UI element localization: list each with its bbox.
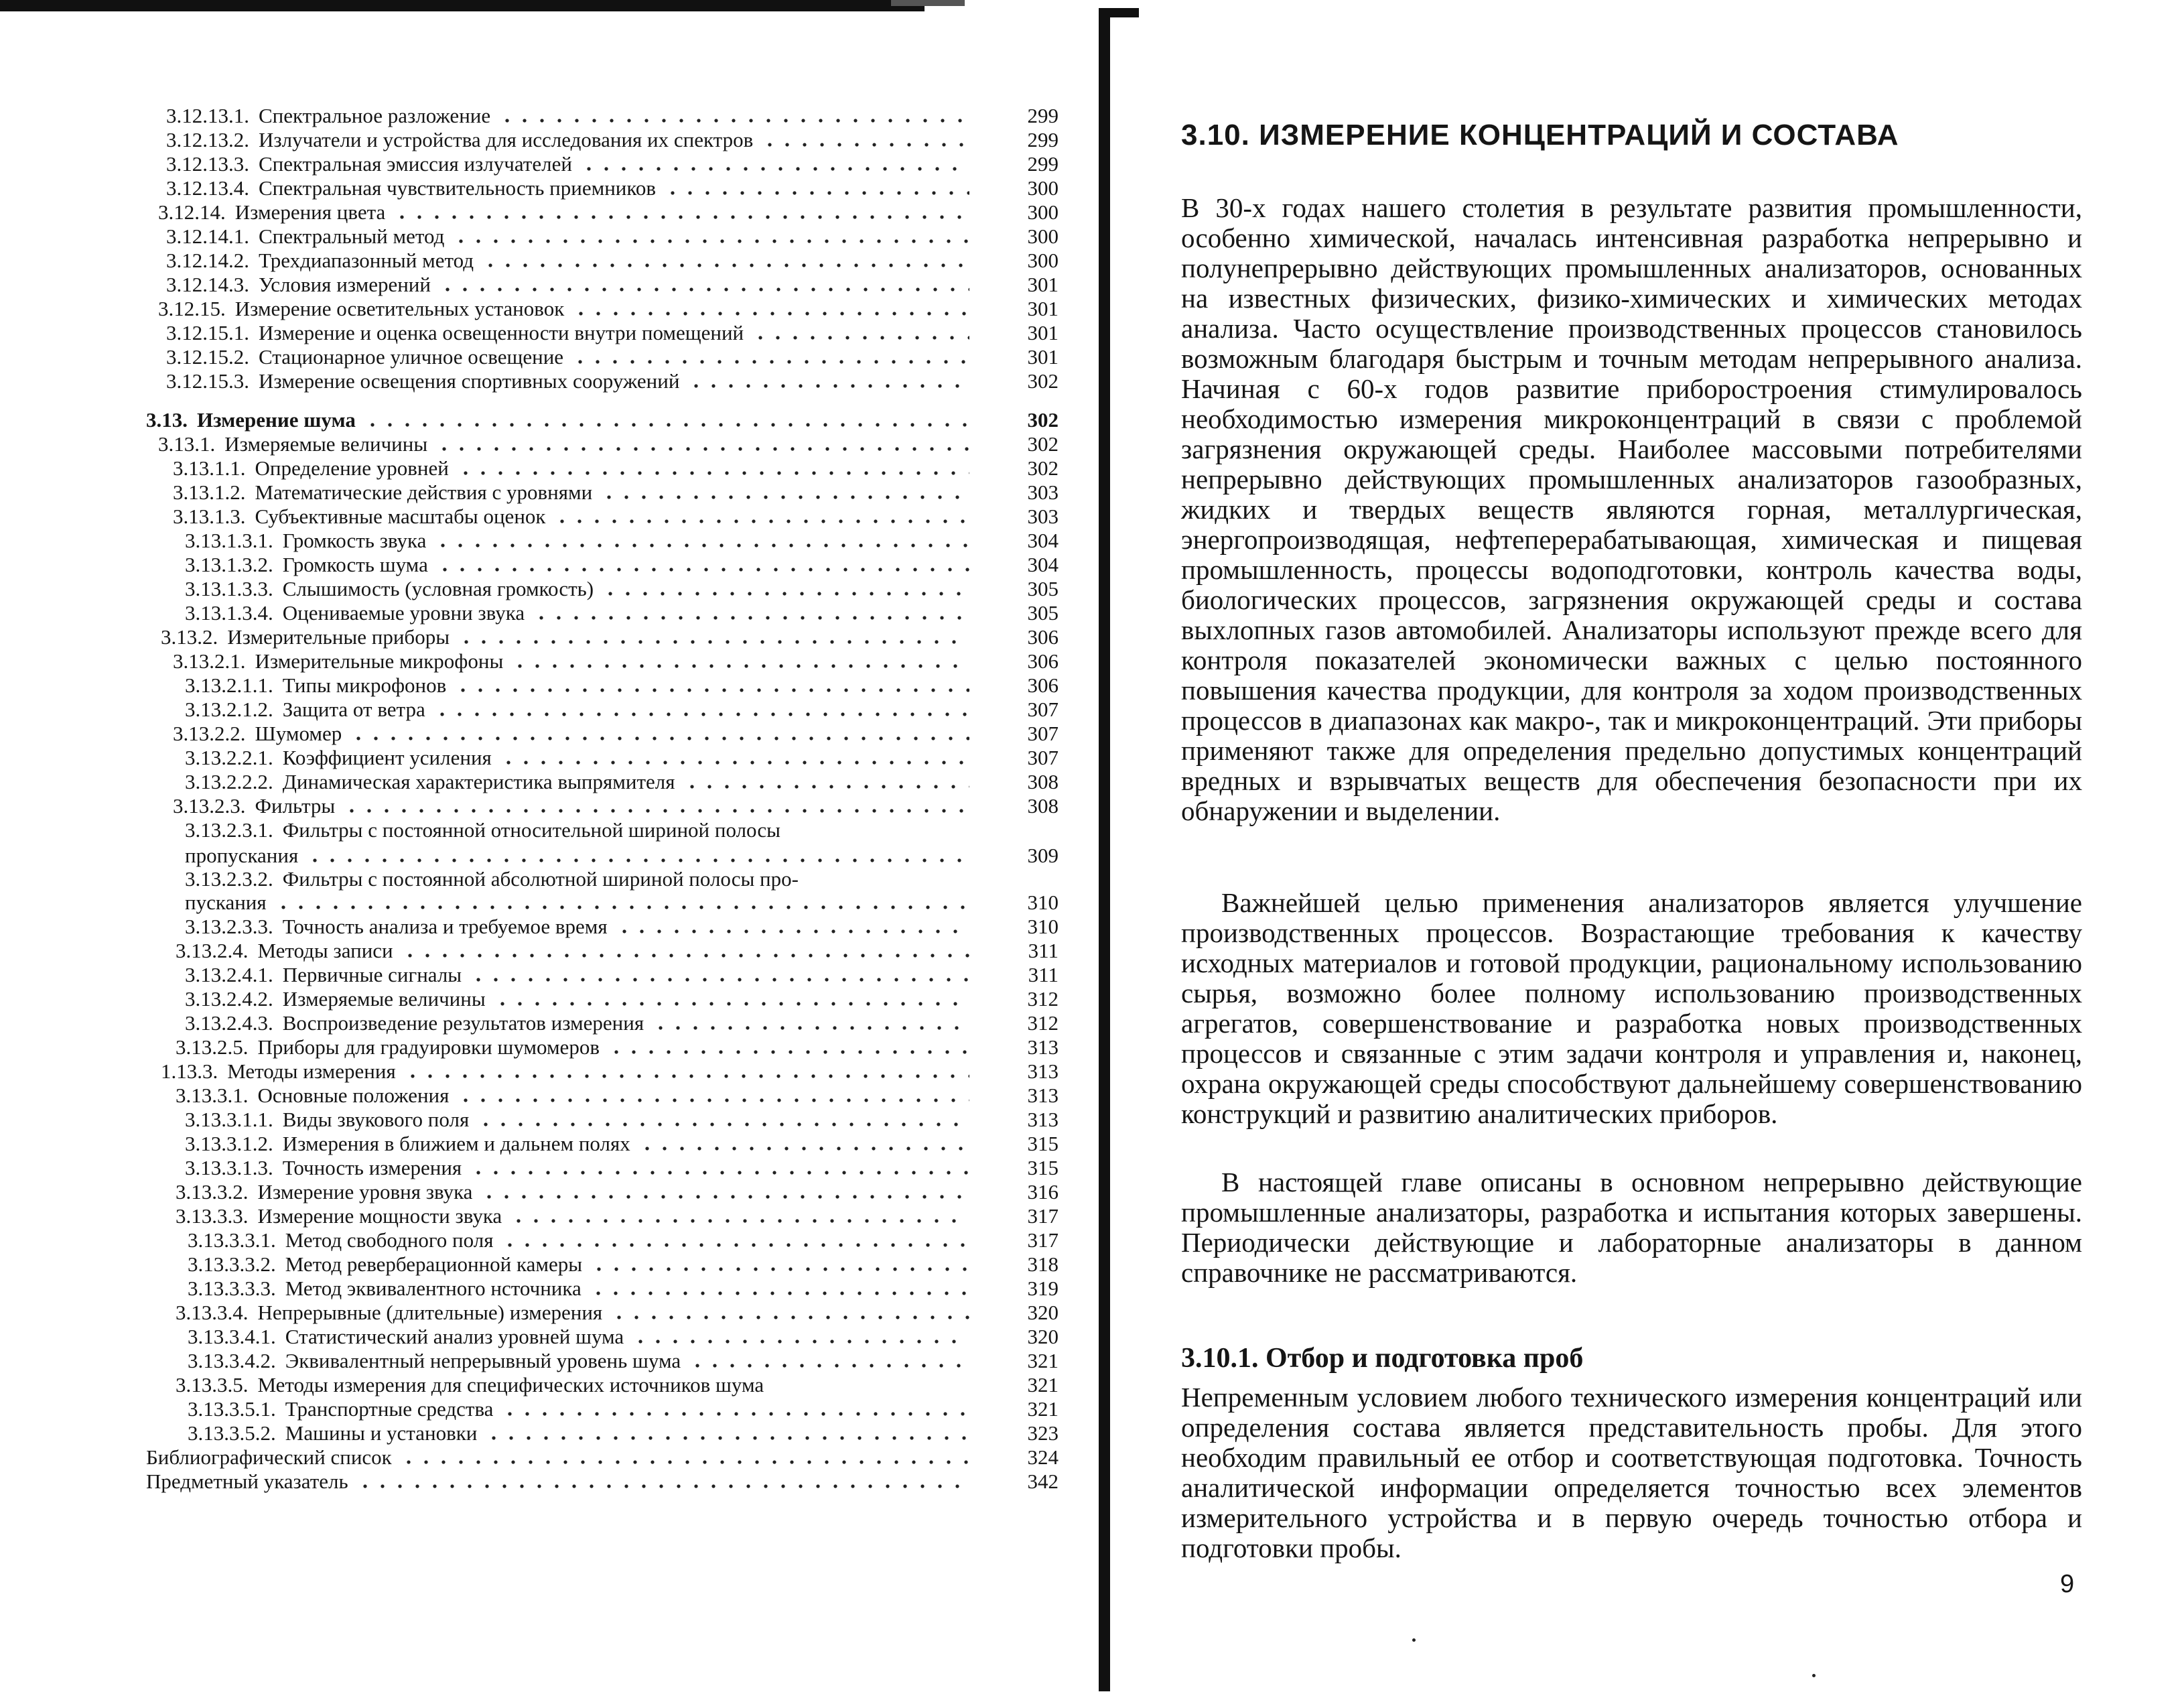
toc-entry (188, 1397, 975, 1421)
toc-entry (185, 673, 975, 698)
toc-dot-leader (572, 311, 969, 316)
toc-entry-page: 317 (1027, 1204, 1059, 1228)
toc-entry (185, 1108, 975, 1132)
toc-entry (173, 505, 975, 529)
body-paragraph-3: В настоящей главе описаны в основном непрерывно действующие промышленные анализаторы, разработка и испытания которых завершены. Периодически действующие и лабораторные анализаторы в данном справочнике не рассматриваются. (1181, 1167, 2082, 1288)
subsection-title: 3.10.1. Отбор и подготовка проб (1181, 1342, 1584, 1374)
toc-entry-number: 3.13.3.5.2. (188, 1421, 276, 1445)
toc-entry (166, 369, 975, 393)
toc-entry-page: 300 (1027, 176, 1059, 200)
toc-entry-number: 1.13.3. (161, 1059, 218, 1083)
toc-entry-page: 321 (1027, 1349, 1059, 1372)
toc-entry-page: 342 (1027, 1470, 1059, 1493)
toc-dot-leader (580, 166, 969, 172)
toc-entry-title: Метод эквивалентного нсточника (285, 1277, 582, 1300)
toc-entry (176, 939, 975, 963)
toc-entry-title: Измеряемые величины (282, 987, 486, 1011)
toc-entry-title: Методы записи (257, 939, 393, 962)
toc-entry-number: 3.13.3.5.1. (188, 1397, 276, 1421)
toc-dot-leader (458, 639, 969, 645)
toc-entry (173, 456, 975, 480)
toc-entry-title: Измерительные приборы (227, 625, 450, 649)
toc-entry-title: Трехдиапазонный метод (259, 249, 474, 272)
toc-entry (166, 176, 975, 200)
toc-dot-leader (477, 1122, 969, 1127)
toc-dot-leader (343, 808, 969, 814)
toc-entry-number: 3.12.13.3. (166, 152, 249, 176)
toc-entry-number: 3.13.3.1.3. (185, 1156, 273, 1179)
toc-dot-leader (494, 1001, 969, 1006)
toc-entry-title: Точность измерения (282, 1156, 462, 1179)
toc-dot-leader (356, 1484, 969, 1489)
toc-dot-leader (590, 1266, 969, 1272)
toc-entry-title: Измерение освещения спортивных сооружений (259, 369, 680, 393)
toc-entry-title: Защита от ветра (282, 698, 425, 721)
toc-entry (188, 1421, 975, 1445)
toc-entry-page: 312 (1027, 1011, 1059, 1035)
toc-entry-title: Типы микрофонов (282, 673, 447, 697)
toc-entry-title: Эквивалентный непрерывный уровень шума (285, 1349, 681, 1372)
toc-entry (185, 844, 975, 868)
toc-entry-number: 3.13.1. (158, 432, 216, 456)
toc-entry-page: 309 (1027, 844, 1059, 867)
toc-entry-page: 303 (1027, 505, 1059, 528)
toc-entry-number: 3.12.14.1. (166, 224, 249, 248)
toc-dot-leader (501, 1411, 969, 1417)
toc-entry-title: Громкость звука (282, 529, 427, 552)
toc-entry (188, 1252, 975, 1277)
toc-entry-number: 3.13.3.4. (176, 1301, 249, 1324)
toc-entry-number: 3.12.15. (158, 297, 226, 320)
toc-entry-number: 3.12.14. (158, 200, 226, 224)
toc-entry (176, 1180, 975, 1204)
toc-entry-number: 3.13.3.2. (176, 1180, 249, 1203)
toc-entry-page: 302 (1027, 408, 1059, 432)
toc-entry-title: Определение уровней (255, 456, 449, 480)
toc-entry-title: Статистический анализ уровней шума (285, 1325, 624, 1348)
toc-entry-number: 3.13.3.3. (176, 1204, 249, 1228)
toc-dot-leader (306, 858, 969, 863)
toc-entry-page: 306 (1027, 649, 1059, 673)
toc-entry-page: 302 (1027, 432, 1059, 456)
toc-entry-title: Шумомер (255, 722, 342, 745)
toc-dot-leader (434, 543, 969, 548)
toc-entry (188, 1325, 975, 1349)
toc-entry-number: 3.13.2.2.1. (185, 746, 273, 769)
toc-entry-title: Методы измерения (227, 1059, 396, 1083)
toc-entry-page: 318 (1027, 1252, 1059, 1276)
toc-entry-page: 304 (1027, 553, 1059, 576)
toc-dot-leader (602, 591, 969, 596)
toc-dot-leader (683, 784, 970, 789)
toc-entry-title: Стационарное уличное освещение (259, 345, 564, 369)
toc-entry (173, 794, 975, 818)
toc-entry-title: Методы измерения для специфических источников шума (257, 1373, 764, 1396)
toc-entry-number: 3.12.14.2. (166, 249, 249, 272)
toc-dot-leader (498, 118, 969, 123)
toc-entry-page: 313 (1027, 1084, 1059, 1107)
toc-dot-leader (533, 615, 969, 621)
toc-entry (158, 297, 975, 321)
toc-entry (185, 529, 975, 553)
toc-entry-number: 3.12.15.2. (166, 345, 249, 369)
toc-entry-page: 299 (1027, 128, 1059, 151)
toc-entry-number: 3.13.1.3.1. (185, 529, 273, 552)
toc-entry-page: 302 (1027, 369, 1059, 393)
toc-dot-leader (275, 905, 969, 910)
toc-entry-title: Измерение шума (197, 408, 356, 432)
toc-entry-number: 3.13.3.3.3. (188, 1277, 276, 1300)
scan-speck (1412, 1638, 1416, 1642)
toc-entry-number: 3.13.1.2. (173, 480, 246, 504)
toc-entry-number: 3.12.13.1. (166, 104, 249, 127)
toc-entry (176, 1301, 975, 1325)
toc-entry-page: 301 (1027, 297, 1059, 320)
toc-entry-page: 320 (1027, 1301, 1059, 1324)
toc-entry-number: 3.13.2.4.2. (185, 987, 273, 1011)
toc-entry-title: Измеряемые величины (224, 432, 428, 456)
toc-entry (185, 553, 975, 577)
toc-entry-page: 308 (1027, 770, 1059, 793)
toc-entry-number: 3.13. (146, 408, 188, 432)
toc-entry (158, 200, 975, 224)
toc-entry-page: 299 (1027, 104, 1059, 127)
toc-entry-page: 304 (1027, 529, 1059, 552)
toc-entry (185, 963, 975, 987)
toc-entry-number: 3.13.1.3.2. (185, 553, 273, 576)
toc-entry-page: 300 (1027, 224, 1059, 248)
toc-dot-leader (687, 383, 969, 389)
toc-entry-page: 315 (1027, 1156, 1059, 1179)
toc-entry-page: 307 (1027, 746, 1059, 769)
toc-entry-title: Спектральная эмиссия излучателей (259, 152, 572, 176)
toc-entry-title: Субъективные масштабы оценок (255, 505, 546, 528)
toc-entry-number: 3.13.3.5. (176, 1373, 249, 1396)
toc-entry-title: Спектральный метод (259, 224, 445, 248)
toc-entry-page: 313 (1027, 1035, 1059, 1059)
toc-dot-leader (616, 929, 969, 934)
toc-entry-title: Слышимость (условная громкость) (282, 577, 594, 600)
toc-dot-leader (452, 239, 969, 244)
toc-dot-leader (350, 736, 969, 741)
toc-dot-leader (553, 519, 969, 524)
toc-entry (166, 104, 975, 128)
toc-entry-title: Математические действия с уровнями (255, 480, 593, 504)
toc-dot-leader (501, 1242, 969, 1248)
toc-dot-leader (485, 1435, 969, 1441)
toc-entry-number: 3.13.3.1. (176, 1084, 249, 1107)
toc-entry-title: Громкость шума (282, 553, 428, 576)
toc-entry-page: 323 (1027, 1421, 1059, 1445)
toc-entry-page: 316 (1027, 1180, 1059, 1203)
toc-entry-title: Фильтры (255, 794, 336, 818)
body-paragraph-4: Непременным условием любого технического измерения концентраций или определения состава является представительность пробы. Для этого необходим правильный ее отбор и соответствующая подготовка. Точность аналитической информации определяется точностью всех элементов измерительного устройства и в первую очередь точностью отбора и подготовки пробы. (1181, 1382, 2082, 1563)
toc-entry-title: Транспортные средства (285, 1397, 494, 1421)
toc-dot-leader (457, 470, 969, 476)
toc-entry (166, 345, 975, 369)
toc-entry-number: 3.13.2.4. (176, 939, 249, 962)
toc-entry-title: Непрерывные (длительные) измерения (257, 1301, 603, 1324)
toc-entry-page: 313 (1027, 1059, 1059, 1083)
toc-entry-title: Оцениваемые уровни звука (282, 601, 525, 625)
toc-entry (158, 432, 975, 456)
toc-entry-number: 3.13.2.4.1. (185, 963, 273, 986)
toc-entry (166, 224, 975, 249)
toc-entry (185, 867, 975, 891)
chapter-title: 3.10. ИЗМЕРЕНИЕ КОНЦЕНТРАЦИЙ И СОСТАВА (1181, 119, 1899, 152)
toc-entry-number: 3.12.14.3. (166, 273, 249, 296)
toc-entry-page: 319 (1027, 1277, 1059, 1300)
toc-entry (173, 722, 975, 746)
toc-entry (166, 321, 975, 345)
toc-dot-leader (480, 1194, 969, 1199)
toc-entry-title: Предметный указатель (146, 1470, 348, 1493)
toc-entry (176, 1204, 975, 1228)
toc-dot-leader (590, 1291, 969, 1296)
toc-dot-leader (433, 712, 969, 717)
toc-entry-number: 3.13.2. (161, 625, 218, 649)
toc-entry (176, 1035, 975, 1059)
toc-dot-leader (439, 287, 969, 292)
toc-entry-page: 301 (1027, 345, 1059, 369)
toc-dot-leader (571, 359, 969, 365)
toc-entry (185, 601, 975, 625)
toc-entry-title: Библиографический список (146, 1445, 392, 1469)
toc-entry-title: Динамическая характеристика выпрямителя (282, 770, 675, 793)
toc-entry-number: 3.13.3.1.2. (185, 1132, 273, 1155)
toc-entry-page: 303 (1027, 480, 1059, 504)
toc-entry-page: 307 (1027, 722, 1059, 745)
toc-dot-leader (470, 977, 969, 982)
toc-entry (173, 480, 975, 505)
toc-entry-number: 3.13.2.3.2. (185, 867, 273, 891)
toc-entry-page: 320 (1027, 1325, 1059, 1348)
toc-entry-number: 3.13.1.1. (173, 456, 246, 480)
toc-entry-number: 3.13.3.4.1. (188, 1325, 276, 1348)
toc-dot-leader (454, 688, 969, 693)
toc-entry-page: 306 (1027, 673, 1059, 697)
toc-dot-leader (610, 1315, 969, 1320)
page-number: 9 (2060, 1570, 2075, 1598)
toc-dot-leader (401, 953, 969, 958)
toc-entry-page: 321 (1027, 1397, 1059, 1421)
toc-dot-leader (404, 1073, 969, 1079)
toc-entry-number: 3.13.2.2. (173, 722, 246, 745)
toc-entry (185, 915, 975, 939)
toc-entry-title: Машины и установки (285, 1421, 478, 1445)
toc-entry-page: 310 (1027, 891, 1059, 914)
toc-entry (185, 987, 975, 1011)
toc-dot-leader (600, 495, 969, 500)
toc-entry-page: 300 (1027, 249, 1059, 272)
toc-entry-page: 299 (1027, 152, 1059, 176)
toc-entry (161, 625, 975, 649)
toc-dot-leader (632, 1339, 969, 1344)
toc-entry (185, 1011, 975, 1035)
toc-entry-title: Точность анализа и требуемое время (282, 915, 608, 938)
toc-dot-leader (400, 1459, 969, 1465)
toc-entry-title: пропускания (185, 844, 299, 867)
toc-entry (176, 1084, 975, 1108)
toc-entry-title: Излучатели и устройства для исследования их спектров (259, 128, 754, 151)
toc-entry-title: Спектральное разложение (259, 104, 491, 127)
toc-dot-leader (664, 190, 969, 196)
toc-entry-number: 3.13.2.3.3. (185, 915, 273, 938)
toc-entry-number: 3.13.2.1. (173, 649, 246, 673)
toc-entry (185, 1132, 975, 1156)
toc-dot-leader (608, 1049, 969, 1055)
toc-entry-page: 301 (1027, 273, 1059, 296)
toc-entry-title: Спектральная чувствительность приемников (259, 176, 657, 200)
toc-dot-leader (761, 142, 969, 147)
toc-entry-title: Первичные сигналы (282, 963, 462, 986)
toc-entry-title: Фильтры с постоянной относительной шириной полосы (282, 818, 780, 842)
toc-dot-leader (364, 422, 969, 428)
toc-entry (161, 1059, 975, 1084)
toc-dot-leader (500, 760, 969, 765)
toc-entry-page: 312 (1027, 987, 1059, 1011)
toc-entry-number: 3.13.2.3.1. (185, 818, 273, 842)
toc-entry-number: 3.13.1.3.3. (185, 577, 273, 600)
toc-dot-leader (689, 1363, 969, 1368)
toc-entry (185, 1156, 975, 1180)
toc-entry-title: Приборы для градуировки шумомеров (257, 1035, 600, 1059)
toc-entry-title: Измерения в ближием и дальнем полях (282, 1132, 630, 1155)
toc-entry-number: 3.13.3.3.1. (188, 1228, 276, 1252)
toc-dot-leader (652, 1025, 969, 1031)
toc-entry (185, 698, 975, 722)
toc-dot-leader (807, 881, 969, 887)
toc-entry-number: 3.13.2.5. (176, 1035, 249, 1059)
toc-dot-leader (482, 263, 969, 268)
toc-dot-leader (457, 1098, 969, 1103)
toc-entry (166, 273, 975, 297)
toc-dot-leader (752, 335, 969, 340)
scan-speck (1812, 1674, 1816, 1677)
toc-entry-number: 3.13.2.3. (173, 794, 246, 818)
toc-entry-page: 321 (1027, 1373, 1059, 1396)
toc-entry-number: 3.12.13.2. (166, 128, 249, 151)
toc-entry-number: 3.12.15.1. (166, 321, 249, 344)
toc-entry (146, 1470, 975, 1494)
toc-dot-leader (436, 567, 969, 572)
toc-entry (176, 1373, 975, 1397)
toc-entry (166, 152, 975, 176)
toc-entry-page: 306 (1027, 625, 1059, 649)
toc-entry-number: 3.13.2.1.2. (185, 698, 273, 721)
toc-entry-number: 3.12.13.4. (166, 176, 249, 200)
toc-dot-leader (789, 832, 969, 838)
toc-entry-title: Измерение и оценка освещенности внутри помещений (259, 321, 744, 344)
toc-entry (185, 818, 975, 842)
toc-entry-number: 3.13.1.3. (173, 505, 246, 528)
toc-entry (185, 577, 975, 601)
toc-entry-page: 300 (1027, 200, 1059, 224)
toc-entry-title: Измерение осветительных установок (234, 297, 565, 320)
toc-entry (146, 1445, 975, 1470)
toc-entry-page: 315 (1027, 1132, 1059, 1155)
toc-entry-title: Условия измерений (259, 273, 431, 296)
toc-entry-page: 305 (1027, 577, 1059, 600)
toc-entry (185, 746, 975, 770)
toc-dot-leader (510, 1218, 969, 1224)
toc-entry (188, 1349, 975, 1373)
toc-entry-title: Метод свободного поля (285, 1228, 494, 1252)
body-paragraph-1: В 30-х годах нашего столетия в результате развития промышленности, особенно химической, началась интенсивная разработка непрерывно и полунепрерывно действующих промышленных анализаторов, основанных на известных физических, физико-химических и химических методах анализа. Часто осуществление производственных процессов становилось возможным благодаря быстрым и точным методам непрерывного анализа. Начиная с 60-х годов развитие приборостроения стимулировалось необходимостью измерения микроконцентраций в связи с проблемой загрязнения окружающей среды. Наиболее массовыми потребителями непрерывно действующих промышленных анализаторов газообразных, жидких и твердых веществ являются горная, металлургическая, энергопроизводящая, нефтеперерабатывающая, химическая и пищевая промышленность, процессы водоподготовки, контроль качества воды, биологических процессов, загрязнения окружающей среды и состава выхлопных газов автомобилей. Анализаторы используют прежде всего для контроля показателей экономически важных с целью постоянного повышения качества продукции, для контроля за ходом производственных процессов в диапазонах как макро-, так и микроконцентраций. Эти приборы применяют также для определения предельно допустимых концентраций вредных и взрывчатых веществ для обеспечения безопасности при их обнаружении и выделении. (1181, 192, 2082, 826)
toc-entry (166, 128, 975, 152)
toc-entry-page: 310 (1027, 915, 1059, 938)
toc-entry-number: 3.13.2.2.2. (185, 770, 273, 793)
toc-dot-leader (435, 446, 969, 452)
toc-entry-title: Метод реверберационной камеры (285, 1252, 583, 1276)
toc-entry (166, 249, 975, 273)
toc-entry-page: 307 (1027, 698, 1059, 721)
toc-entry-page: 317 (1027, 1228, 1059, 1252)
toc-entry-title: пускания (185, 891, 267, 914)
body-paragraph-2: Важнейшей целью применения анализаторов является улучшение производственных процессов. Возрастающие требования к качеству исходных материалов и готовой продукции, рациональному использованию сырья, возможно более полному использованию производственных агрегатов, совершенствование и разработка новых производственных процессов и связанные с этим задачи контроля и управления и, наконец, охрана окружающей среды способствуют дальнейшему совершенствованию конструкций и развитию аналитических приборов. (1181, 887, 2082, 1129)
toc-entry (188, 1228, 975, 1252)
toc-entry (188, 1277, 975, 1301)
toc-entry-title: Воспроизведение результатов измерения (282, 1011, 644, 1035)
toc-entry-title: Измерения цвета (234, 200, 386, 224)
toc-entry-page: 308 (1027, 794, 1059, 818)
toc-entry-page: 311 (1028, 963, 1059, 986)
toc-entry-title: Фильтры с постоянной абсолютной шириной полосы про- (282, 867, 799, 891)
toc-dot-leader (511, 663, 969, 669)
toc-dot-leader (772, 1387, 969, 1392)
book-spine (1099, 16, 1110, 1691)
table-of-contents (0, 0, 1072, 1541)
toc-entry-number: 3.13.3.1.1. (185, 1108, 273, 1131)
toc-entry-number: 3.12.15.3. (166, 369, 249, 393)
toc-entry-title: Измерение уровня звука (257, 1180, 473, 1203)
toc-entry-page: 313 (1027, 1108, 1059, 1131)
toc-dot-leader (393, 214, 969, 220)
toc-entry-page: 305 (1027, 601, 1059, 625)
toc-entry-title: Виды звукового поля (282, 1108, 470, 1131)
toc-entry-number: 3.13.1.3.4. (185, 601, 273, 625)
toc-entry-title: Измерительные микрофоны (255, 649, 504, 673)
toc-entry-number: 3.13.2.4.3. (185, 1011, 273, 1035)
toc-entry-page: 311 (1028, 939, 1059, 962)
toc-entry-title: Основные положения (257, 1084, 450, 1107)
toc-entry-number: 3.13.3.3.2. (188, 1252, 276, 1276)
toc-entry-page: 302 (1027, 456, 1059, 480)
toc-dot-leader (638, 1146, 969, 1151)
toc-entry-title: Измерение мощности звука (257, 1204, 502, 1228)
toc-entry-page: 301 (1027, 321, 1059, 344)
toc-entry-number: 3.13.3.4.2. (188, 1349, 276, 1372)
toc-entry (185, 891, 975, 915)
toc-entry-page: 324 (1027, 1445, 1059, 1469)
toc-dot-leader (470, 1170, 969, 1175)
toc-entry-title: Коэффициент усиления (282, 746, 492, 769)
toc-entry-number: 3.13.2.1.1. (185, 673, 273, 697)
toc-entry (146, 408, 975, 432)
toc-entry (185, 770, 975, 794)
toc-entry (173, 649, 975, 673)
